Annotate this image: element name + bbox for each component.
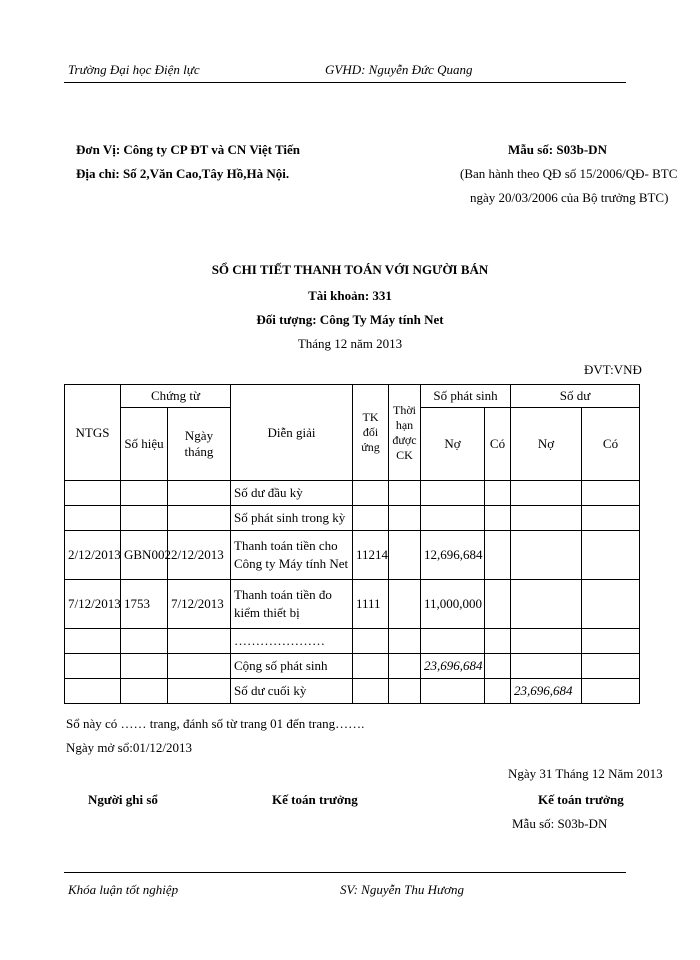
closing-debit: 23,696,684 [511, 679, 582, 704]
table-row [65, 506, 640, 531]
row-ntgs: 7/12/2013 [65, 580, 121, 629]
dots-placeholder: ………………… [231, 629, 353, 654]
footer-rule [64, 872, 626, 873]
col-term: Thời hạn được CK [389, 385, 421, 481]
ledger-object: Đối tượng: Công Ty Máy tính Net [256, 312, 444, 327]
row-voucher-date: 7/12/2013 [168, 580, 231, 629]
ledger-title: SỔ CHI TIẾT THANH TOÁN VỚI NGƯỜI BÁN [211, 262, 489, 277]
row-voucher-no: GBN002 [121, 531, 168, 580]
table-row [65, 580, 640, 629]
form-issued-line1: (Ban hành theo QĐ số 15/2006/QĐ- BTC [460, 166, 678, 181]
ledger-table [64, 384, 640, 704]
sign-accountant-2: Kế toán trưởng [538, 792, 624, 807]
col-arising: Số phát sinh [421, 385, 511, 408]
col-balance-credit: Có [582, 408, 640, 481]
opening-balance-label: Số dư đầu kỳ [231, 481, 353, 506]
row-voucher-no: 1753 [121, 580, 168, 629]
form-code: Mẫu số: S03b-DN [508, 142, 607, 157]
note-pages: Sổ này có …… trang, đánh số từ trang 01 đến trang……. [66, 716, 365, 731]
col-voucher: Chứng từ [121, 385, 231, 408]
header-rule [64, 82, 626, 83]
currency-unit: ĐVT:VNĐ [584, 362, 642, 377]
row-ntgs: 2/12/2013 [65, 531, 121, 580]
row-debit: 12,696,684 [421, 531, 485, 580]
sign-accountant: Kế toán trưởng [272, 792, 358, 807]
table-row [65, 481, 640, 506]
total-label: Cộng số phát sinh [231, 654, 353, 679]
total-debit: 23,696,684 [421, 654, 485, 679]
col-debit: Nợ [421, 408, 485, 481]
ledger-period: Tháng 12 năm 2013 [297, 336, 403, 351]
footer-thesis: Khóa luận tốt nghiệp [68, 882, 179, 897]
table-row [65, 531, 640, 580]
sign-recorder: Người ghi sổ [88, 792, 158, 807]
header-supervisor: GVHD: Nguyễn Đức Quang [325, 62, 473, 77]
note-open-date: Ngày mở sổ:01/12/2013 [66, 740, 193, 755]
sign-date: Ngày 31 Tháng 12 Năm 2013 [508, 766, 663, 781]
company-unit: Đơn Vị: Công ty CP ĐT và CN Việt Tiến [76, 142, 301, 157]
company-address: Địa chỉ: Số 2,Văn Cao,Tây Hồ,Hà Nội. [76, 166, 290, 181]
arising-label: Số phát sinh trong kỳ [231, 506, 353, 531]
col-credit: Có [485, 408, 511, 481]
col-voucher-date: Ngày tháng [168, 408, 231, 481]
col-description: Diễn giải [231, 385, 353, 481]
col-voucher-no: Số hiệu [121, 408, 168, 481]
row-tk: 11214 [353, 531, 389, 580]
row-debit: 11,000,000 [421, 580, 485, 629]
table-row [65, 679, 640, 704]
form-issued-line2: ngày 20/03/2006 của Bộ trưởng BTC) [470, 190, 669, 205]
col-balance-debit: Nợ [511, 408, 582, 481]
table-row [65, 654, 640, 679]
col-ntgs: NTGS [65, 385, 121, 481]
row-description: Thanh toán tiền cho Công ty Máy tính Net [231, 531, 353, 580]
closing-label: Số dư cuối kỳ [231, 679, 353, 704]
ledger-account: Tài khoản: 331 [308, 288, 392, 303]
header-school: Trường Đại học Điện lực [68, 62, 200, 77]
sign-form-code: Mẫu số: S03b-DN [512, 816, 608, 831]
col-tk: TK đối ứng [353, 385, 389, 481]
col-balance: Số dư [511, 385, 640, 408]
row-description: Thanh toán tiền đo kiểm thiết bị [231, 580, 353, 629]
row-voucher-date: 2/12/2013 [168, 531, 231, 580]
row-tk: 1111 [353, 580, 389, 629]
table-row [65, 629, 640, 654]
footer-student: SV: Nguyễn Thu Hương [340, 882, 465, 897]
